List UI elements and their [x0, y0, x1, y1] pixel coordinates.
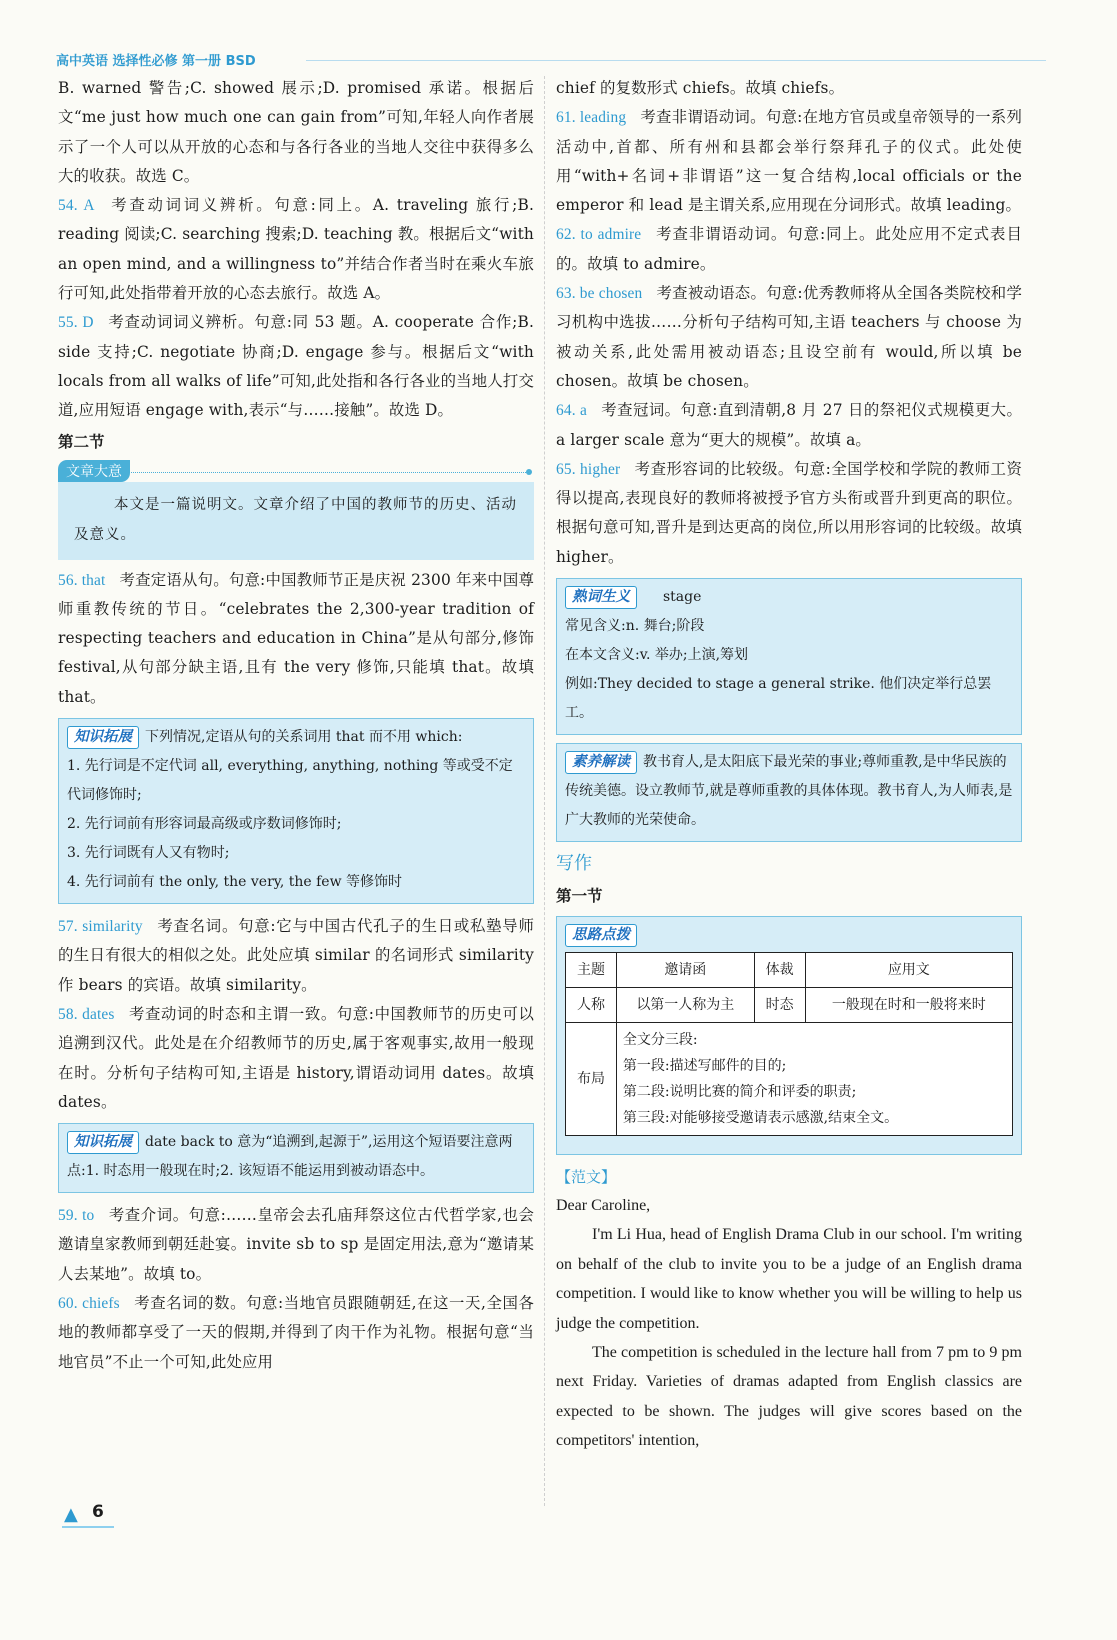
- summary-tag-row: [58, 460, 534, 482]
- plan-layout-cell: [616, 1023, 1012, 1136]
- answer-56-key: 56. that: [58, 571, 106, 589]
- plan-cell: 体裁: [754, 953, 805, 988]
- summary-tag-rule: [128, 472, 528, 473]
- answer-62-key: 62. to admire: [556, 226, 642, 244]
- knowledge-1-item: 3. 先行词既有人又有物时;: [67, 845, 230, 862]
- knowledge-2-text: date back to 意为“追溯到,起源于”,运用这个短语要注意两点:1. 时态用一般现在时;2. 该短语不能运用到被动语态中。: [67, 1134, 513, 1180]
- answer-61-key: 61. leading: [556, 109, 627, 127]
- knowledge-box-2: [58, 1123, 534, 1193]
- summary-tag: 文章大意: [58, 460, 130, 482]
- plan-cell: 应用文: [805, 953, 1012, 988]
- knowledge-badge-1: 知识拓展: [67, 726, 139, 749]
- plan-layout-line: 第二段:说明比赛的简介和评委的职责;: [622, 1084, 857, 1101]
- plan-cell: 一般现在时和一般将来时: [805, 988, 1012, 1023]
- answer-58: [58, 1000, 534, 1117]
- answer-55: [58, 308, 534, 425]
- essay-paragraph-1: I'm Li Hua, head of English Drama Club in our school. I'm writing on behalf of the club to invite you to be a judge of an English drama competition. I would like to know whether you will be willing to help us judge the competition.: [556, 1226, 1022, 1332]
- plan-layout-line: 第三段:对能够接受邀请表示感激,结束全文。: [622, 1110, 899, 1127]
- answer-57-text: 考查名词。句意:它与中国古代孔子的生日或私塾导师的生日有很大的相似之处。此处应填 similar 的名词形式 similarity 作 bears 的宾语。故填 similarity。: [58, 917, 534, 994]
- plan-row: [566, 953, 1013, 988]
- answer-63: [556, 279, 1022, 396]
- knowledge-1-item: 1. 先行词是不定代词 all, everything, anything, nothing 等或受不定代词修饰时;: [67, 758, 513, 804]
- literacy-text: 教书育人,是太阳底下最光荣的事业;尊师重教,是中华民族的传统美德。设立教师节,就是尊师重教的具体体现。教书育人,为人师表,是广大教师的光荣使命。: [565, 754, 1013, 829]
- knowledge-box-1: [58, 718, 534, 904]
- answer-64: [556, 396, 1022, 455]
- answer-62: [556, 220, 1022, 279]
- section-2-heading: 第二节: [58, 432, 105, 451]
- vocab-common-meaning: 常见含义:n. 舞台;阶段: [565, 618, 705, 635]
- running-header: [56, 50, 1066, 72]
- summary-text: 本文是一篇说明文。文章介绍了中国的教师节的历史、活动及意义。: [74, 496, 517, 543]
- header-text: 高中英语 选择性必修 第一册 BSD: [56, 54, 256, 69]
- answer-59-text: 考查介词。句意:……皇帝会去孔庙拜祭这位古代哲学家,也会邀请皇家教师到朝廷赴宴。invite sb to sp 是固定用法,意为“邀请某人去某地”。故填 to。: [58, 1206, 534, 1283]
- answer-63-text: 考查被动语态。句意:优秀教师将从全国各类院校和学习机构中选拔……分析句子结构可知,主语 teachers 与 choose 为被动关系,此处需用被动语态;且设空前有 would,所以填 be chosen。故填 be chosen。: [556, 284, 1022, 390]
- plan-cell: 人称: [566, 988, 617, 1023]
- answer-60-tail: chief 的复数形式 chiefs。故填 chiefs。: [556, 79, 845, 97]
- answer-55-text: 考查动词词义辨析。句意:同 53 题。A. cooperate 合作;B. side 支持;C. negotiate 协商;D. engage 参与。根据后文“with locals from all walks of life”可知,此处指和各行各业的当地人打交道,应用短语 engage with,表示“与……接触”。故选 D。: [58, 313, 534, 420]
- plan-cell: 以第一人称为主: [616, 988, 754, 1023]
- answer-65-text: 考查形容词的比较级。句意:全国学校和学院的教师工资得以提高,表现良好的教师将被授予官方头衔或晋升到更高的职位。根据句意可知,晋升是到达更高的岗位,所以用形容词的比较级。故填 higher。: [556, 459, 1022, 566]
- answer-64-text: 考查冠词。句意:直到清朝,8 月 27 日的祭祀仪式规模更大。a larger scale 意为“更大的规模”。故填 a。: [556, 401, 1023, 449]
- literacy-badge: 素养解读: [565, 751, 637, 774]
- answer-53-tail: B. warned 警告;C. showed 展示;D. promised 承诺。根据后文“me just how much one can gain from”可知,年轻人向作者展示了一个人可以从开放的心态和与各行各业的当地人交往中获得多么大的收获。故选 C。: [58, 79, 534, 185]
- vocab-context-meaning: 在本文含义:v. 举办;上演,筹划: [565, 647, 749, 664]
- vocab-box: [556, 578, 1022, 735]
- answer-58-key: 58. dates: [58, 1005, 115, 1023]
- plan-cell: 时态: [754, 988, 805, 1023]
- answer-61: [556, 103, 1022, 220]
- model-essay-label: 【范文】: [556, 1168, 617, 1187]
- page-number-bar: [62, 1526, 114, 1528]
- answer-60: [58, 1289, 534, 1377]
- answer-54: [58, 191, 534, 308]
- knowledge-1-intro: 下列情况,定语从句的关系词用 that 而不用 which:: [145, 729, 463, 746]
- answer-59: [58, 1201, 534, 1289]
- answer-65: [556, 455, 1022, 572]
- header-rule: [306, 60, 1046, 61]
- answer-54-text: 考查动词词义辨析。句意:同上。A. traveling 旅行;B. reading 阅读;C. searching 搜索;D. teaching 教。根据后文“with an open mind, and a willingness to”并结合作者当时在乘火车旅行可知,此处指带着开放的心态去旅行。故选 A。: [58, 196, 534, 303]
- answer-58-text: 考查动词的时态和主谓一致。句意:中国教师节的历史可以追溯到汉代。此处是在介绍教师节的历史,属于客观事实,故用一般现在时。分析句子结构可知,主语是 history,谓语动词用 dates。故填 dates。: [58, 1004, 534, 1111]
- vocab-word: stage: [663, 589, 702, 606]
- answer-62-text: 考查非谓语动词。句意:同上。此处应用不定式表目的。故填 to admire。: [556, 225, 1022, 273]
- plan-row: [566, 1023, 1013, 1136]
- answer-65-key: 65. higher: [556, 460, 621, 478]
- plan-layout-label: 布局: [566, 1023, 617, 1136]
- essay-salutation: Dear Caroline,: [556, 1197, 651, 1215]
- plan-box: [556, 916, 1022, 1155]
- answer-57: [58, 912, 534, 1000]
- section-1-heading: 第一节: [556, 887, 603, 906]
- plan-table: [565, 952, 1013, 1136]
- answer-59-key: 59. to: [58, 1207, 95, 1225]
- left-column: [58, 74, 534, 1377]
- answer-57-key: 57. similarity: [58, 918, 143, 936]
- answer-56-text: 考查定语从句。句意:中国教师节正是庆祝 2300 年来中国尊师重教传统的节日。“celebrates the 2,300-year tradition of respecting teachers and education in China”是从句部分,修饰 festival,从句部分缺主语,且有 the very 修饰,只能填 that。故填 that。: [58, 570, 535, 706]
- column-divider: [544, 76, 545, 1506]
- page-home-icon: ▲: [64, 1504, 78, 1525]
- answer-56: [58, 566, 534, 712]
- knowledge-badge-2: 知识拓展: [67, 1131, 139, 1154]
- vocab-example: 例如:They decided to stage a general strike. 他们决定举行总罢工。: [565, 676, 992, 722]
- knowledge-1-item: 2. 先行词前有形容词最高级或序数词修饰时;: [67, 816, 342, 833]
- plan-badge: 思路点拨: [565, 924, 637, 947]
- article-summary: [58, 482, 534, 560]
- answer-63-key: 63. be chosen: [556, 285, 643, 303]
- knowledge-1-item: 4. 先行词前有 the only, the very, the few 等修饰时: [67, 874, 403, 891]
- essay-paragraph-2: The competition is scheduled in the lecture hall from 7 pm to 9 pm next Friday. Varieties of dramas adapted from English classics are expected to be shown. The judges will give scores based on the competitors' intention,: [556, 1344, 1022, 1450]
- page-number: [62, 1498, 114, 1528]
- answer-64-key: 64. a: [556, 402, 587, 420]
- answer-60-key: 60. chiefs: [58, 1295, 120, 1313]
- plan-row: [566, 988, 1013, 1023]
- right-column: [556, 74, 1022, 1456]
- answer-61-text: 考查非谓语动词。句意:在地方官员或皇帝领导的一系列活动中,首都、所有州和县都会举行祭拜孔子的仪式。此处使用“with+名词+非谓语”这一复合结构,local officials or the emperor 和 lead 是主谓关系,应用现在分词形式。故填 leading。: [556, 108, 1022, 215]
- plan-layout-line: 第一段:描述写邮件的目的;: [622, 1058, 787, 1075]
- page-number-text: 6: [92, 1502, 104, 1522]
- literacy-box: [556, 743, 1022, 842]
- vocab-badge: 熟词生义: [565, 586, 637, 609]
- answer-55-key: 55. D: [58, 314, 94, 332]
- answer-54-key: 54. A: [58, 197, 95, 215]
- writing-heading: 写作: [556, 853, 592, 875]
- plan-cell: 邀请函: [616, 953, 754, 988]
- answer-60-text: 考查名词的数。句意:当地官员跟随朝廷,在这一天,全国各地的教师都享受了一天的假期,并得到了肉干作为礼物。根据句意“当地官员”不止一个可知,此处应用: [58, 1294, 534, 1371]
- plan-layout-line: 全文分三段:: [622, 1032, 698, 1049]
- plan-cell: 主题: [566, 953, 617, 988]
